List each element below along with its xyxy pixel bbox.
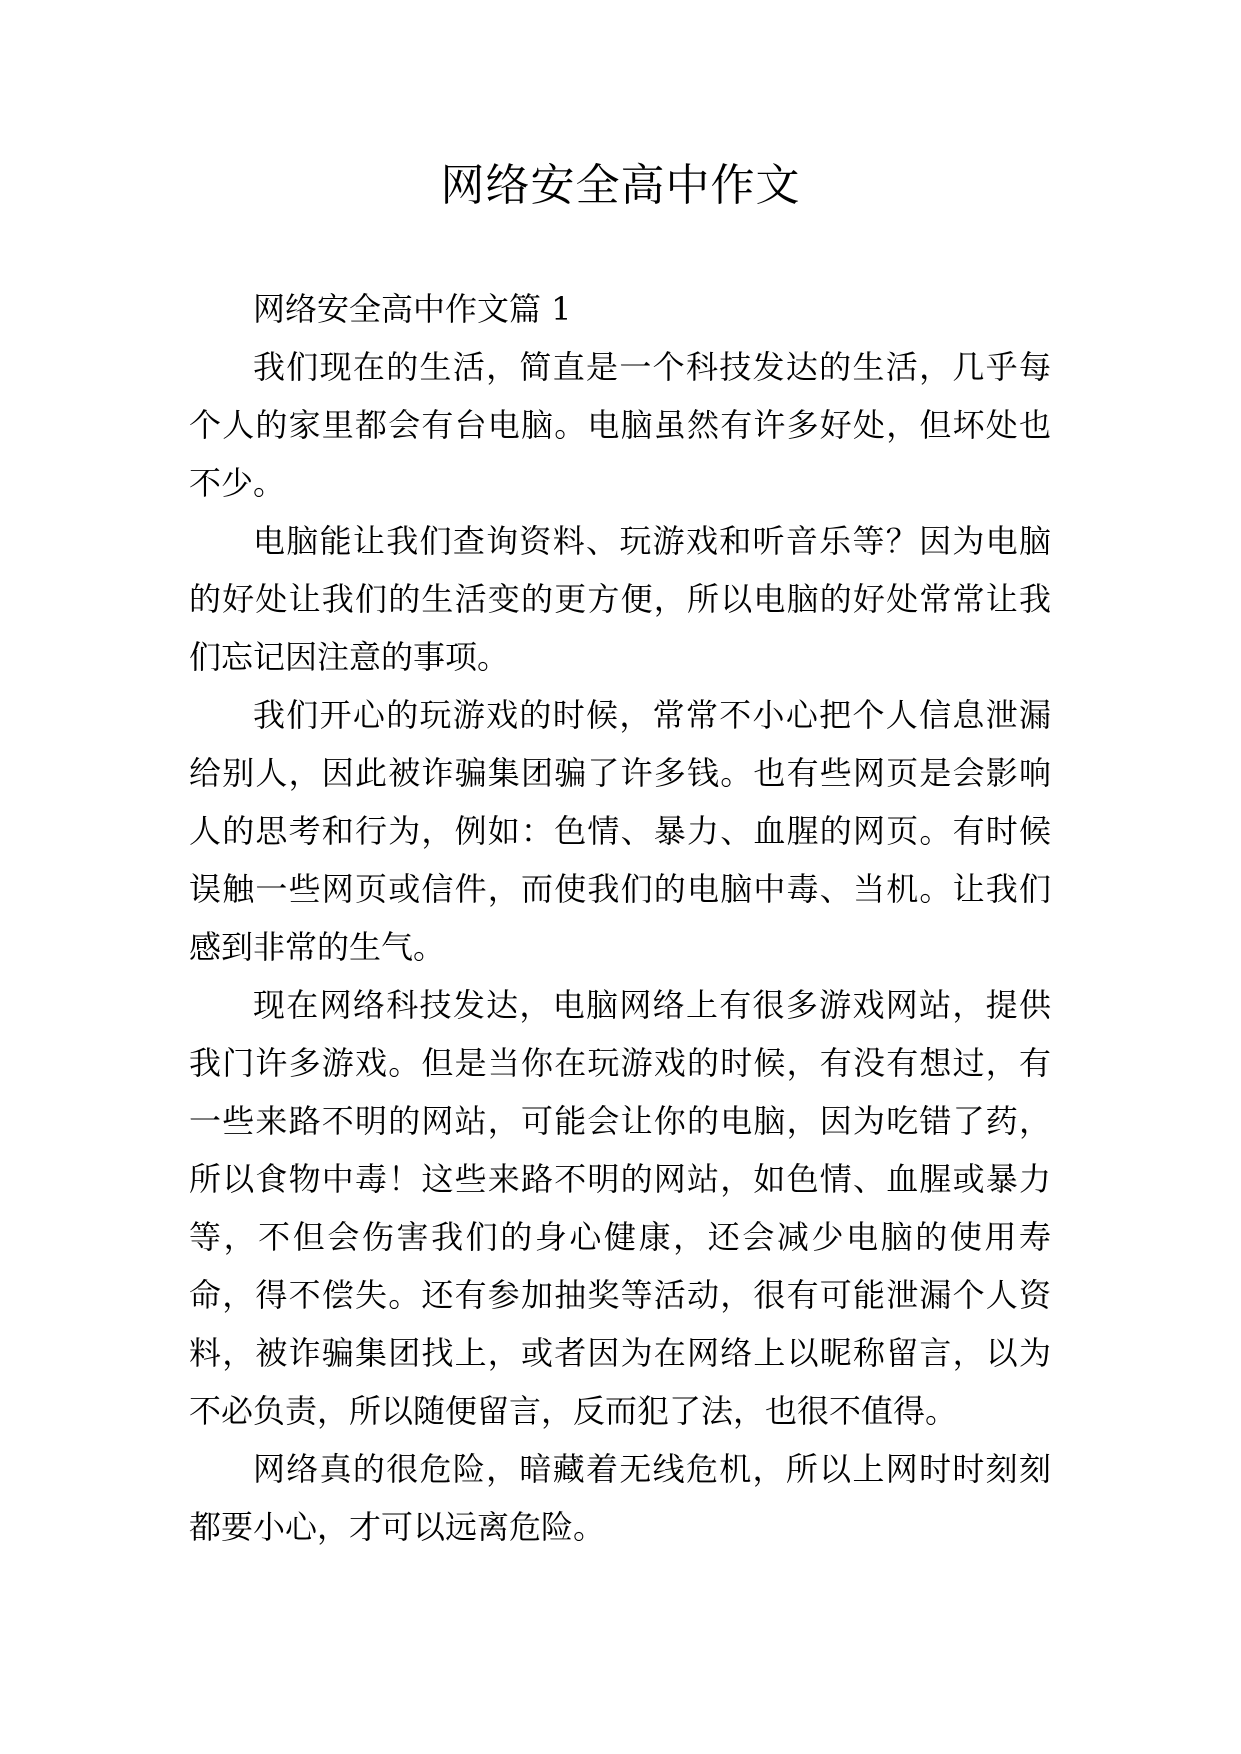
paragraph: 现在网络科技发达，电脑网络上有很多游戏网站，提供我门许多游戏。但是当你在玩游戏的时候，有没有想过，有一些来路不明的网站，可能会让你的电脑，因为吃错了药，所以食物中毒！这些来路不明的网站，如色情、血腥或暴力等，不但会伤害我们的身心健康，还会减少电脑的使用寿命，得不偿失。还有参加抽奖等活动，很有可能泄漏个人资料，被诈骗集团找上，或者因为在网络上以昵称留言，以为不必负责，所以随便留言，反而犯了法，也很不值得。 <box>189 986 1051 1430</box>
document-body <box>189 280 1051 1556</box>
document-title: 网络安全高中作文 <box>440 160 801 211</box>
paragraph: 我们开心的玩游戏的时候，常常不小心把个人信息泄漏给别人，因此被诈骗集团骗了许多钱。也有些网页是会影响人的思考和行为，例如：色情、暴力、血腥的网页。有时候误触一些网页或信件，而使我们的电脑中毒、当机。让我们感到非常的生气。 <box>189 696 1051 966</box>
paragraph: 网络真的很危险，暗藏着无线危机，所以上网时时刻刻都要小心，才可以远离危险。 <box>189 1450 1051 1546</box>
paragraph: 电脑能让我们查询资料、玩游戏和听音乐等？因为电脑的好处让我们的生活变的更方便，所以电脑的好处常常让我们忘记因注意的事项。 <box>189 522 1051 676</box>
paragraph: 我们现在的生活，简直是一个科技发达的生活，几乎每个人的家里都会有台电脑。电脑虽然有许多好处，但坏处也不少。 <box>189 348 1051 502</box>
section-heading: 网络安全高中作文篇 1 <box>253 290 572 328</box>
